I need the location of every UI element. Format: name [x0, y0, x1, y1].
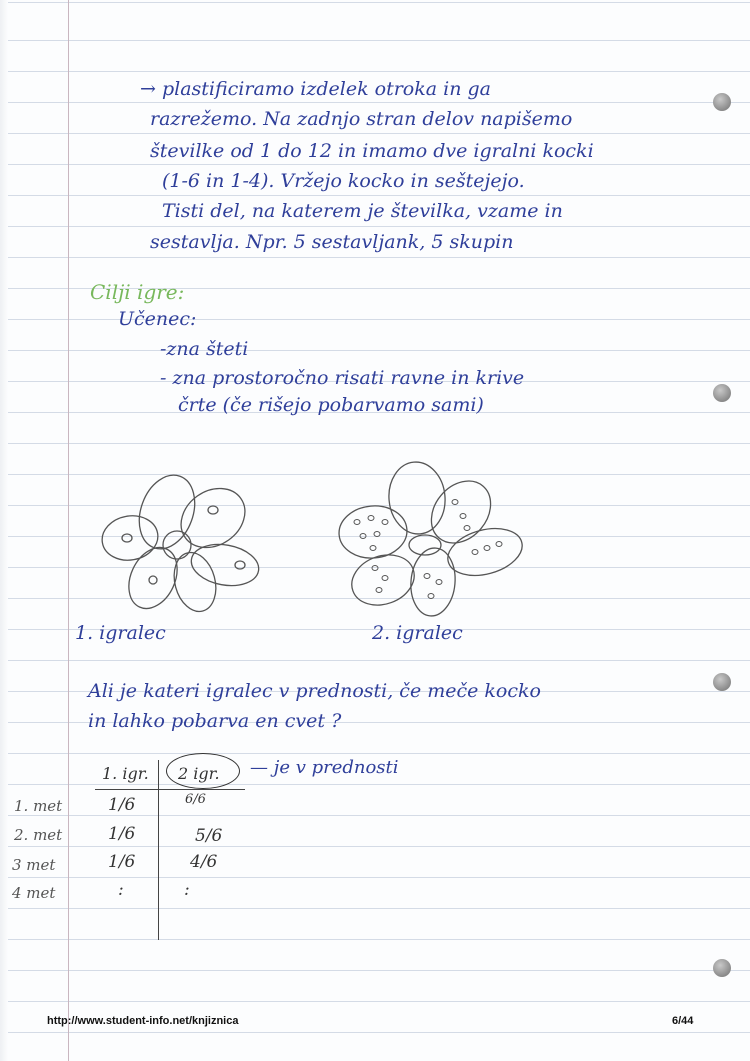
binder-hole	[713, 673, 731, 691]
table-annotation: — je v prednosti	[250, 757, 399, 778]
goals-heading: Cilji igre:	[90, 280, 185, 304]
goal-item: črte (če rišejo pobarvamo sami)	[178, 394, 484, 416]
note-line: sestavlja. Npr. 5 sestavljank, 5 skupin	[150, 231, 514, 253]
table-divider	[95, 789, 245, 790]
row-label: 3 met	[12, 856, 56, 874]
binder-hole	[713, 959, 731, 977]
goal-item: -zna šteti	[160, 338, 249, 360]
question-line: in lahko pobarva en cvet ?	[88, 710, 342, 732]
note-line: Tisti del, na katerem je številka, vzame in	[162, 200, 563, 222]
page-edge	[0, 0, 8, 1061]
cell-p1: 1/6	[108, 795, 136, 815]
table-col1-header: 1. igr.	[102, 764, 149, 783]
table-divider	[158, 760, 159, 940]
goal-item: - zna prostoročno risati ravne in krive	[160, 367, 525, 389]
note-line: (1-6 in 1-4). Vržejo kocko in seštejejo.	[162, 170, 525, 192]
cell-p1: 1/6	[108, 824, 136, 844]
flower-drawing-1	[95, 470, 275, 620]
row-label: 1. met	[14, 797, 63, 815]
cell-p2: 5/6	[195, 826, 223, 846]
note-line: številke od 1 do 12 in imamo dve igralni kocki	[150, 140, 594, 162]
flower-label-1: 1. igralec	[75, 622, 166, 644]
goals-student: Učenec:	[118, 308, 197, 330]
table-col2-header: 2 igr.	[178, 764, 220, 783]
annotation-text: je v prednosti	[273, 757, 399, 778]
question-line: Ali je kateri igralec v prednosti, če meče kocko	[88, 680, 541, 702]
flower-label-2: 2. igralec	[372, 622, 463, 644]
margin-line	[68, 0, 69, 1061]
flower-drawing-2	[335, 460, 535, 620]
footer-url: http://www.student-info.net/knjiznica	[47, 1015, 239, 1027]
binder-hole	[713, 384, 731, 402]
footer-page-number: 6/44	[672, 1015, 694, 1027]
cell-p1: 1/6	[108, 852, 136, 872]
cell-p2: 6/6	[185, 792, 206, 807]
cell-p1: :	[118, 880, 124, 900]
cell-p2: 4/6	[190, 852, 218, 872]
row-label: 2. met	[14, 826, 63, 844]
note-line: razrežemo. Na zadnjo stran delov napišemo	[150, 108, 573, 130]
note-line: → plastificiramo izdelek otroka in ga	[140, 78, 491, 100]
cell-p2: :	[184, 880, 190, 900]
row-label: 4 met	[12, 884, 56, 902]
binder-hole	[713, 93, 731, 111]
